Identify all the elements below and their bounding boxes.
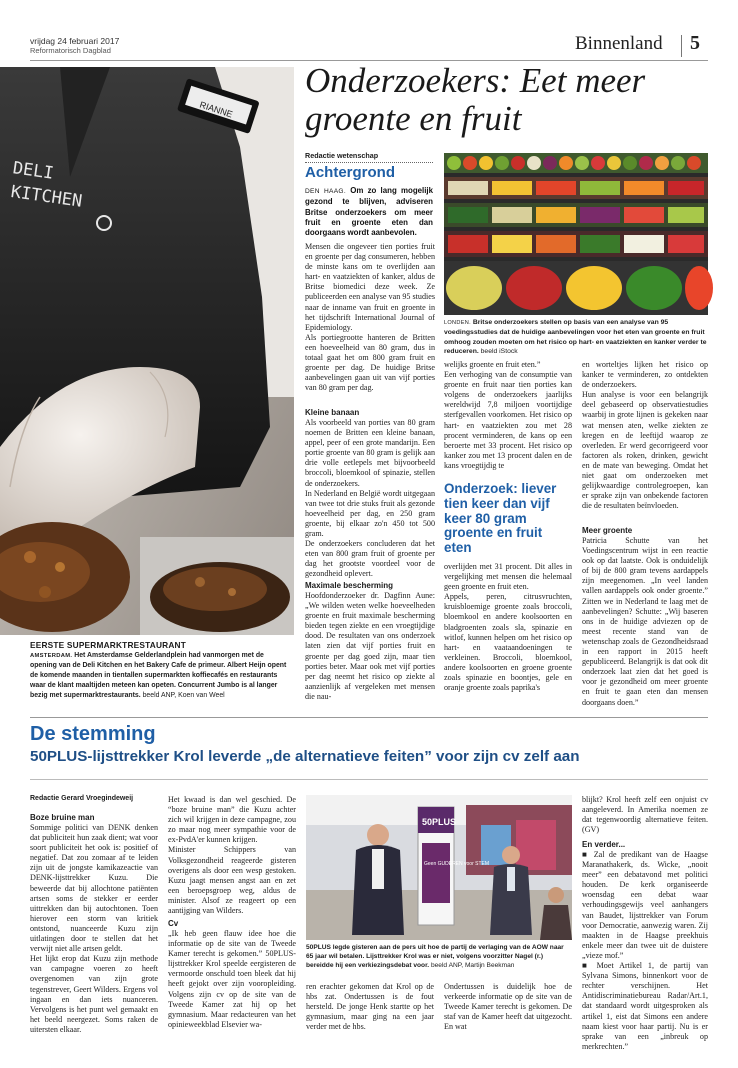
vegetables-caption bbox=[444, 318, 708, 357]
vegetables-photo bbox=[444, 153, 708, 315]
left-caption-title: EERSTE SUPERMARKTRESTAURANT bbox=[30, 640, 186, 650]
apron-text-2: KITCHEN bbox=[9, 181, 84, 212]
article-col1-c: Hoofdonderzoeker dr. Dagfinn Aune: „We wilden weten welke hoeveelheden groente en fruit maximale bescherming bieden tegen ziekte en een vroegtijdige dood. De resultaten van ons onderzoek laten zien dat vijf porties fruit en groente per dag goed zijn, maar tien porties beter. Maar ook met vijf porties per dag neemt het risico op ziekte al aanzienlijk af vergeleken met mensen die nau- bbox=[305, 591, 435, 701]
article-lead bbox=[305, 186, 433, 238]
article-sub1: Kleine banaan bbox=[305, 408, 360, 417]
left-caption-credit: beeld ANP, Koen van Weel bbox=[142, 692, 225, 700]
byline-dots bbox=[305, 162, 433, 163]
left-caption-place: AMSTERDAM. bbox=[30, 653, 73, 659]
stemming-sub2: Cv bbox=[168, 919, 179, 928]
stemming-col3: ren erachter gekomen dat Krol op de hbs zat. Ondertussen is de fout hersteld. De jonge Henk startte op het gymnasium, maar ging na een jaar verder met de hbs. bbox=[306, 982, 434, 1032]
left-caption-text: Het Amsterdamse Gelderlandplein had vanmorgen met de opening van de Deli Kitchen en het Bakery Cafe de primeur. Albert Heijn opent de komende maanden in tientallen supermarkten koffiecafés en restaurants waar de klant maaltijden meteen kan opeten. Concurrent Jumbo is al langer bezig met supermarktrestaurants. bbox=[30, 652, 287, 700]
header-divider bbox=[681, 35, 682, 57]
veg-caption-credit: beeld iStock bbox=[480, 348, 518, 356]
stemming-col4: Ondertussen is duidelijk hoe de verkeerde informatie op de site van de Tweede Kamer terecht is gekomen. De staf van de Kamer heeft dat uitgezocht. En wat bbox=[444, 982, 572, 1032]
stemming-col2-b: „Ik heb geen flauw idee hoe die informatie op de site van de Tweede Kamer terecht is gekomen.” 50PLUS-lijsttrekker Krol speelde eergisteren de vermoorde onschuld toen bleek dat hij heeft gejokt over zijn vooropleiding. Volgens zijn cv op de site van de Tweede Kamer zat hij op het gymnasium. Maar redacteuren van het opinieweekblad Elsevier wa- bbox=[168, 929, 296, 1029]
article-sub2: Maximale bescherming bbox=[305, 581, 394, 590]
apron-text-1: DELI bbox=[11, 158, 55, 184]
press-caption-credit: beeld ANP, Martijn Beekman bbox=[430, 962, 515, 970]
article-col2-a: welijks groente en fruit eten.” Een verhoging van de consumptie van groente en fruit naar tien porties kan volgens de onderzoekers jaarlijks wereldwijd 7,8 miljoen voortijdige sterfgevallen voorkomen. Het risico op hart- en vaatziekten zou met 28 procent verminderen, de kans op een beroerte met 33 procent. Het risico op kanker zou met 13 procent dalen en de kans vroegtijdig te bbox=[444, 360, 572, 470]
deli-kitchen-photo bbox=[0, 67, 294, 635]
page-number: 5 bbox=[690, 32, 700, 54]
article-col2-b: overlijden met 31 procent. Dit alles in vergelijking met mensen die helemaal geen groente en fruit eten. Appels, peren, citrusvruchten, kruisbloemige groente zoals broccoli, bloemkool en andere koolsoorten en bladgroenten zoals sla, spinazie en witlof, kunnen helpen om het risico op hart- en vaataandoeningen te verkleinen. Broccoli, bloemkool, andere koolsoorten en groene groente zoals spinazie en boontjes, gele en oranje groente zoals paprika's bbox=[444, 562, 572, 693]
photo-sign: 50PLUS bbox=[422, 817, 457, 827]
press-conference-photo bbox=[306, 795, 572, 940]
press-caption-text: 50PLUS legde gisteren aan de pers uit hoe de partij de verlaging van de AOW naar 65 jaar wil betalen. Lijsttrekker Krol was er niet, volgens voorzitter Nagel (r.) bereidde hij een verkiezingsdebat voor. bbox=[306, 944, 564, 970]
name-tag-text: RIANNE bbox=[198, 99, 234, 120]
article-pull-quote: Onderzoek: liever tien keer dan vijf keer 80 gram groente en fruit eten bbox=[444, 481, 557, 556]
veg-caption-text: Britse onderzoekers stellen op basis van een analyse van 95 voedingsstudies dat de huidige aanbevelingen voor het eten van groente en fruit omhoog zouden moeten om het risico op hart- en vaatziekten en kanker verder te reduceren. bbox=[444, 319, 707, 356]
stemming-col5-b: ■ Zal de predikant van de Haagse Maranathakerk, ds. Wicke, „nooit meer” een debatavond met politici houden. De kerk organiseerde woensdag een debat waar verhoudingsgewijs veel aanhangers van Baudet, lijsttrekker van Forum voor Democratie, aanwezig waren. Zij maakten in de Haagse preekhuis enkele meer dan twee uit de duistere „vieze mof.” ■ Moet Artikel 1, de partij van Sylvana Simons, binnenkort voor de rechter verschijnen. Het Antidiscriminatiebureau Radar/Art.1, dat standaard wordt uitgesproken als artikel 1, eist dat Simons een andere naam kiest voor haar partij. Nu is er sprake van een „inbreuk op merkrechten.” bbox=[582, 850, 708, 1051]
article-headline: Onderzoekers: Eet meer groente en fruit bbox=[305, 61, 646, 138]
header-paper: Reformatorisch Dagblad bbox=[30, 46, 111, 55]
stemming-title: De stemming bbox=[30, 723, 156, 745]
press-photo-caption bbox=[306, 943, 572, 971]
article-kicker: Achtergrond bbox=[305, 164, 395, 181]
stemming-rule-2 bbox=[30, 779, 708, 780]
article-sub3: Meer groente bbox=[582, 526, 633, 535]
article-col3-a: en worteltjes lijken het risico op kanker te verminderen, zo ontdekten de onderzoekers. Hun analyse is voor een belangrijk deel gebaseerd op observatiestudies waarbij in grote lijnen is gekeken naar wat mensen aten, welke ziekten ze kregen en de leeftijd waarop ze overleden. Er werd gecorrigeerd voor factoren als roken, drinken, gewicht en de mate van beweging. Omdat het niet gaat om onderzoeken met gelijkwaardige controlegroepen, kan er sprake zijn van onbekende factoren die de resultaten beïnvloeden. bbox=[582, 360, 708, 511]
article-lead-text: Om zo lang mogelijk gezond te blijven, adviseren Britse onderzoekers om meer fruit en groente eten dan doorgaans wordt aanbevolen. bbox=[305, 186, 433, 238]
left-caption bbox=[30, 651, 292, 701]
stemming-col5-a: blijkt? Krol heeft zelf een onjuist cv aangeleverd. In Amerika noemen ze dat tegenwoordig alternatieve feiten. (GV) bbox=[582, 795, 708, 835]
article-byline: Redactie wetenschap bbox=[305, 151, 379, 160]
stemming-byline: Redactie Gerard Vroegindeweij bbox=[30, 795, 134, 802]
article-col1-b: Als voorbeeld van porties van 80 gram noemen de Britten een kleine banaan, appel, peer of een grote mandarijn. Een portie groente van 80 gram is gelijk aan drie volle eetlepels met bijvoorbeeld broccoli, bloemkool of spinazie, stellen de onderzoekers. In Nederland en België wordt uitgegaan van twee tot drie stuks fruit als gezonde hoeveelheid per dag, en 250 gram groente, bij elkaar zo'n 450 tot 500 gram. De onderzoekers concluderen dat het eten van 800 gram fruit of groente per dag het grootste voordeel voor de gezondheid oplevert. bbox=[305, 418, 435, 579]
stemming-headline: 50PLUS-lijsttrekker Krol leverde „de alternatieve feiten” voor zijn cv zelf aan bbox=[30, 748, 580, 765]
stemming-sub1: Boze bruine man bbox=[30, 813, 95, 822]
stemming-col1: Sommige politici van DENK denken dat publiciteit hun zaak dient; wat voor soort publiciteit het ook is: positief of negatief. Dat zou zomaar af te leiden zijn uit de jongste kamikazeactie van DENK-lijsttrekker Kuzu. Die beweerde dat bij allochtone patiënten artsen soms de stekker er eerder uittrekken dan bij autochtonen. Toen hierover een storm van kritiek ontstond, nuanceerde Kuzu zijn uitlatingen door te stellen dat het verwijt niet alle artsen geldt. Het lijkt erop dat Kuzu zijn methode van campagne voeren zo heeft overgenomen van zijn grote tegenstrever, Geert Wilders. Ergens vol ingaan en dan iets nuanceren. Vervolgens is het punt wel gemaakt en het beeld neergezet. Soms raken de uitersten elkaar. bbox=[30, 823, 158, 1034]
article-col1-a: Mensen die ongeveer tien porties fruit en groente per dag consumeren, hebben de minste kans om te overlijden aan hart- en vaatziekten of kanker, aldus de Britse biomedici deze week. Ze publiceerden een analyse van 95 studies naar de inname van fruit en groente in het tijdschrift International Journal of Epidemiology. Als portiegrootte hanteren de Britten een hoeveelheid van 80 gram, dus in totaal gaat het om 800 gram fruit en groente per dag. De huidige Britse aanbevelingen gaan uit van vijf porties van 80 gram per dag. bbox=[305, 242, 435, 393]
stemming-sub3: En verder... bbox=[582, 840, 626, 849]
photo-board: Geen GUDEREN voor STEM bbox=[424, 861, 490, 867]
article-place: DEN HAAG. bbox=[305, 188, 346, 195]
stemming-col2-a: Het kwaad is dan wel geschied. De “boze bruine man” die Kuzu achter zich wil krijgen in deze campagne, zou zo maar nog meer sympathie voor de ex-PvdA'er kunnen krijgen. Minister Schippers van Volksgezondheid reageerde gisteren overigens als door een wesp gestoken. Kuzu jaagt mensen angst aan en zet een beroepsgroep weg, aldus de minister. Alsof ze reageert op een aantijging van Wilders. bbox=[168, 795, 296, 916]
section-title: Binnenland bbox=[575, 33, 663, 54]
article-col3-b: Patricia Schutte van het Voedingscentrum wijst in een reactie ook op dat laatste. Ook is onduidelijk of bij de 800 gram tevens aardappels zijn meegenomen. „In veel landen vallen aardappels ook onder groente.” Zitten we in Nederland te laag met de aanbevelingen? Schutte: „Wij baseren ons in de huidige adviezen op de meest recente stand van de wetenschap zoals de Gezondheidsraad in een rapport in 2015 heeft gepubliceerd. Belangrijk is dat ook dit onderzoek laat zien dat het goed is voor je gezondheid om meer groente en fruit te gaan eten dan mensen doorgaans doen.” bbox=[582, 536, 708, 707]
stemming-rule bbox=[30, 717, 708, 718]
veg-caption-place: LONDEN. bbox=[444, 320, 471, 326]
header-date: vrijdag 24 februari 2017 bbox=[30, 36, 120, 46]
